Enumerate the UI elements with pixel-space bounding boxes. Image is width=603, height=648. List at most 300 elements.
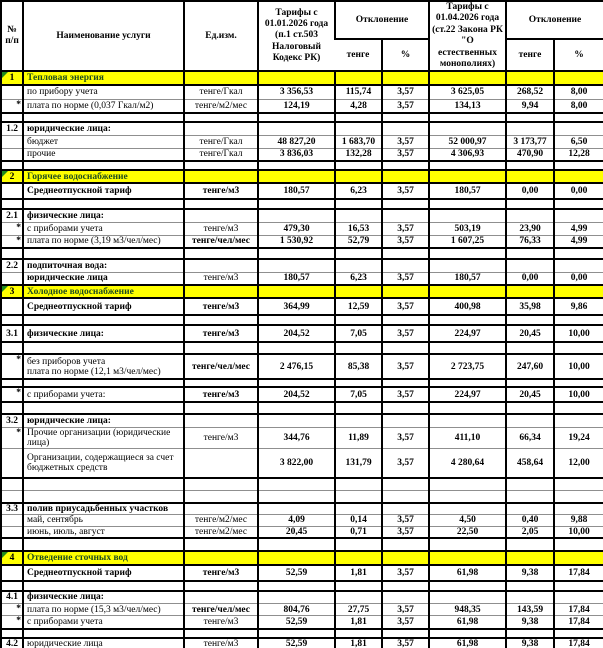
deviation1-pct <box>382 199 429 209</box>
header-service-name: Наименование услуги <box>23 1 184 71</box>
deviation1-tenge <box>335 315 382 325</box>
deviation2-pct <box>554 285 603 298</box>
service-name-cell <box>23 248 184 259</box>
deviation2-tenge <box>506 629 554 638</box>
deviation2-tenge: 9,38 <box>506 565 554 581</box>
deviation1-pct: 3,57 <box>382 387 429 402</box>
tariff2-value: 4,50 <box>429 515 506 526</box>
table-header <box>1 1 603 71</box>
deviation1-tenge <box>335 248 382 259</box>
section-row <box>1 551 603 565</box>
tariff2-value: 61,98 <box>429 616 506 629</box>
deviation1-pct: 3,57 <box>382 354 429 379</box>
tariff2-value: 180,57 <box>429 272 506 285</box>
service-name-cell: плата по норме (3,19 м3/чел/мес) <box>23 235 184 248</box>
unit-cell <box>184 259 258 272</box>
tariff1-value <box>258 285 335 298</box>
tariff2-value: 400,98 <box>429 298 506 315</box>
data-row <box>1 354 603 379</box>
deviation1-pct <box>382 503 429 515</box>
unit-cell: тенге/Гкал <box>184 135 258 148</box>
tariff2-value <box>429 503 506 515</box>
unit-cell <box>184 449 258 478</box>
deviation1-tenge: 6,23 <box>335 183 382 199</box>
deviation2-tenge: 9,38 <box>506 638 554 648</box>
header-unit: Ед.изм. <box>184 1 258 71</box>
deviation2-tenge: 268,52 <box>506 85 554 99</box>
row-number-cell <box>1 298 23 315</box>
deviation2-tenge: 0,00 <box>506 272 554 285</box>
header-num: № п/п <box>5 25 19 47</box>
deviation1-tenge: 1,81 <box>335 638 382 648</box>
deviation1-tenge <box>335 551 382 565</box>
unit-cell: тенге/м3 <box>184 222 258 235</box>
deviation2-tenge: 20,45 <box>506 387 554 402</box>
deviation1-pct <box>382 414 429 427</box>
tariff2-value: 180,57 <box>429 183 506 199</box>
tariff1-value: 52,59 <box>258 638 335 648</box>
deviation2-tenge <box>506 209 554 222</box>
deviation2-pct <box>554 379 603 387</box>
deviation2-pct: 10,00 <box>554 526 603 538</box>
deviation1-pct: 3,57 <box>382 526 429 538</box>
deviation2-tenge: 9,94 <box>506 99 554 113</box>
deviation1-tenge: 11,89 <box>335 427 382 449</box>
section-title: Тепловая энергия <box>23 71 184 85</box>
unit-cell <box>184 538 258 551</box>
deviation2-pct <box>554 170 603 183</box>
unit-cell: тенге/чел/мес <box>184 235 258 248</box>
tariff2-value: 2 723,75 <box>429 354 506 379</box>
deviation1-pct: 3,57 <box>382 135 429 148</box>
tariff1-value: 344,76 <box>258 427 335 449</box>
deviation1-pct <box>382 259 429 272</box>
data-row <box>1 526 603 538</box>
tariff1-value: 48 827,20 <box>258 135 335 148</box>
row-number-cell <box>1 581 23 591</box>
data-row <box>1 85 603 99</box>
deviation1-tenge <box>335 342 382 354</box>
tariff2-value: 22,50 <box>429 526 506 538</box>
deviation1-tenge <box>335 503 382 515</box>
service-name-cell: Прочие организации (юридические лица) <box>23 427 184 449</box>
data-row <box>1 591 603 604</box>
deviation1-tenge <box>335 414 382 427</box>
deviation1-tenge: 1 683,70 <box>335 135 382 148</box>
deviation2-pct: 17,84 <box>554 604 603 616</box>
deviation1-tenge: 7,05 <box>335 387 382 402</box>
deviation2-pct: 17,84 <box>554 638 603 648</box>
tariff2-value: 52 000,97 <box>429 135 506 148</box>
deviation1-pct: 3,57 <box>382 148 429 161</box>
row-number-cell: 3.2 <box>1 414 23 427</box>
deviation1-pct <box>382 591 429 604</box>
table-body <box>1 71 603 648</box>
row-number-cell <box>1 113 23 122</box>
unit-cell <box>184 199 258 209</box>
deviation1-pct <box>382 285 429 298</box>
header-deviation-2: Отклонение <box>506 1 603 39</box>
deviation2-pct: 8,00 <box>554 99 603 113</box>
service-name-cell: юридические лица <box>23 272 184 285</box>
deviation2-tenge <box>506 161 554 170</box>
tariff2-value <box>429 342 506 354</box>
deviation1-tenge: 132,28 <box>335 148 382 161</box>
deviation1-tenge <box>335 591 382 604</box>
deviation2-pct <box>554 478 603 491</box>
tariff2-value <box>429 170 506 183</box>
tariff2-value: 3 625,05 <box>429 85 506 99</box>
tariff1-value: 1 530,92 <box>258 235 335 248</box>
empty-row <box>1 629 603 638</box>
deviation1-tenge <box>335 379 382 387</box>
deviation2-pct: 0,00 <box>554 272 603 285</box>
deviation1-pct <box>382 113 429 122</box>
tariff1-value <box>258 581 335 591</box>
row-number-cell: 3.3 <box>1 503 23 515</box>
tariff2-value <box>429 551 506 565</box>
tariff2-value <box>429 199 506 209</box>
service-name-cell: Среднеотпускной тариф <box>23 565 184 581</box>
unit-cell: тенге/м2/мес <box>184 515 258 526</box>
deviation2-pct: 4,99 <box>554 222 603 235</box>
data-row <box>1 235 603 248</box>
deviation1-pct: 3,57 <box>382 515 429 526</box>
data-row <box>1 298 603 315</box>
section-row <box>1 170 603 183</box>
deviation2-pct <box>554 71 603 85</box>
unit-cell: тенге/чел/мес <box>184 604 258 616</box>
tariff2-value <box>429 113 506 122</box>
deviation1-pct: 3,57 <box>382 272 429 285</box>
deviation1-pct: 3,57 <box>382 604 429 616</box>
deviation2-tenge: 76,33 <box>506 235 554 248</box>
row-number-cell: 4 <box>1 551 23 565</box>
data-row <box>1 183 603 199</box>
unit-cell <box>184 591 258 604</box>
tariff2-value: 61,98 <box>429 638 506 648</box>
deviation2-pct: 9,86 <box>554 298 603 315</box>
deviation2-pct: 9,88 <box>554 515 603 526</box>
unit-cell <box>184 122 258 135</box>
service-name-cell <box>23 315 184 325</box>
tariff1-value: 124,19 <box>258 99 335 113</box>
deviation1-pct: 3,57 <box>382 235 429 248</box>
deviation2-tenge <box>506 248 554 259</box>
service-name-cell: с приборами учета <box>23 222 184 235</box>
service-name-cell <box>23 402 184 414</box>
deviation1-tenge: 0,14 <box>335 515 382 526</box>
data-row <box>1 148 603 161</box>
service-name-cell: с приборами учета <box>23 616 184 629</box>
unit-cell: тенге/м3 <box>184 272 258 285</box>
tariff1-value: 479,30 <box>258 222 335 235</box>
deviation2-pct: 19,24 <box>554 427 603 449</box>
deviation2-tenge <box>506 259 554 272</box>
deviation2-pct <box>554 209 603 222</box>
row-number-cell: 3.1 <box>1 325 23 342</box>
row-number-cell: 2.2 <box>1 259 23 272</box>
deviation2-tenge: 0,40 <box>506 515 554 526</box>
tariff2-value <box>429 285 506 298</box>
deviation2-tenge <box>506 285 554 298</box>
unit-cell: тенге/м2/мес <box>184 526 258 538</box>
asterisk-marker: * <box>1 354 23 379</box>
deviation2-pct: 6,50 <box>554 135 603 148</box>
deviation1-pct <box>382 478 429 491</box>
deviation2-tenge: 23,90 <box>506 222 554 235</box>
deviation1-pct <box>382 315 429 325</box>
tariff1-value <box>258 342 335 354</box>
unit-cell: тенге/Гкал <box>184 85 258 99</box>
row-number-cell <box>1 135 23 148</box>
asterisk-marker: * <box>1 99 23 113</box>
deviation1-pct <box>382 122 429 135</box>
service-name-cell <box>23 379 184 387</box>
deviation2-tenge: 2,05 <box>506 526 554 538</box>
row-number-cell <box>1 342 23 354</box>
deviation1-tenge <box>335 199 382 209</box>
data-row <box>1 503 603 515</box>
data-row <box>1 209 603 222</box>
row-number-cell <box>1 402 23 414</box>
deviation1-tenge <box>335 538 382 551</box>
deviation2-pct <box>554 113 603 122</box>
unit-cell <box>184 414 258 427</box>
tariff2-value <box>429 414 506 427</box>
tariff2-value: 61,98 <box>429 565 506 581</box>
deviation2-tenge <box>506 551 554 565</box>
deviation1-tenge <box>335 285 382 298</box>
tariff1-value <box>258 478 335 491</box>
deviation2-pct <box>554 248 603 259</box>
empty-row <box>1 581 603 591</box>
tariff2-value <box>429 591 506 604</box>
deviation2-tenge <box>506 402 554 414</box>
deviation2-pct <box>554 161 603 170</box>
empty-row <box>1 379 603 387</box>
deviation2-pct <box>554 503 603 515</box>
service-name-cell: с приборами учета: <box>23 387 184 402</box>
deviation1-pct: 3,57 <box>382 183 429 199</box>
deviation1-tenge <box>335 170 382 183</box>
tariff2-value <box>429 581 506 591</box>
deviation2-tenge <box>506 478 554 491</box>
deviation2-pct: 12,00 <box>554 449 603 478</box>
deviation2-tenge <box>506 414 554 427</box>
service-name-cell <box>23 113 184 122</box>
deviation1-pct: 3,57 <box>382 222 429 235</box>
service-name-cell <box>23 199 184 209</box>
deviation2-pct: 17,84 <box>554 616 603 629</box>
row-number-cell: 4.2 <box>1 638 23 648</box>
section-title: Отведение сточных вод <box>23 551 184 565</box>
service-name-cell: физические лица: <box>23 325 184 342</box>
tariff1-value <box>258 414 335 427</box>
empty-row <box>1 538 603 551</box>
asterisk-marker: * <box>1 604 23 616</box>
asterisk-marker: * <box>1 235 23 248</box>
unit-cell <box>184 285 258 298</box>
tariff1-value: 364,99 <box>258 298 335 315</box>
empty-row <box>1 161 603 170</box>
unit-cell <box>184 71 258 85</box>
tariff2-value <box>429 629 506 638</box>
service-name-cell: юридические лица <box>23 638 184 648</box>
data-row <box>1 638 603 648</box>
tariff2-value <box>429 71 506 85</box>
unit-cell <box>184 315 258 325</box>
unit-cell <box>184 503 258 515</box>
tariff2-value <box>429 402 506 414</box>
service-name-cell: плата по норме (15,3 м3/чел/мес) <box>23 604 184 616</box>
row-number-cell <box>1 565 23 581</box>
deviation1-pct <box>382 71 429 85</box>
tariff2-value: 224,97 <box>429 387 506 402</box>
deviation1-pct <box>382 629 429 638</box>
service-name-cell <box>23 161 184 170</box>
section-row <box>1 71 603 85</box>
deviation1-tenge: 1,81 <box>335 616 382 629</box>
unit-cell: тенге/м3 <box>184 565 258 581</box>
tariff1-value <box>258 551 335 565</box>
deviation1-pct <box>382 170 429 183</box>
unit-cell: тенге/м3 <box>184 325 258 342</box>
unit-cell: тенге/м3 <box>184 427 258 449</box>
row-number-cell <box>1 515 23 526</box>
deviation2-pct <box>554 122 603 135</box>
deviation2-pct <box>554 259 603 272</box>
deviation1-tenge <box>335 629 382 638</box>
deviation1-tenge: 27,75 <box>335 604 382 616</box>
service-name-cell: по прибору учета <box>23 85 184 99</box>
deviation1-pct <box>382 581 429 591</box>
deviation2-pct: 10,00 <box>554 325 603 342</box>
deviation1-pct: 3,57 <box>382 449 429 478</box>
service-name-cell: май, сентябрь <box>23 515 184 526</box>
deviation1-pct: 3,57 <box>382 638 429 648</box>
tariff2-value: 4 306,93 <box>429 148 506 161</box>
row-number-cell: 2 <box>1 170 23 183</box>
tariff1-value <box>258 170 335 183</box>
asterisk-marker: * <box>1 387 23 402</box>
deviation2-pct: 12,28 <box>554 148 603 161</box>
service-name-cell: без приборов учета плата по норме (12,1 м3/чел/мес) <box>23 354 184 379</box>
data-row <box>1 99 603 113</box>
tariff1-value <box>258 71 335 85</box>
row-number-cell <box>1 161 23 170</box>
tariff1-value: 3 356,53 <box>258 85 335 99</box>
service-name-cell: юридические лица: <box>23 414 184 427</box>
data-row <box>1 604 603 616</box>
service-name-cell <box>23 629 184 638</box>
tariff2-value <box>429 538 506 551</box>
deviation1-pct <box>382 161 429 170</box>
section-row <box>1 285 603 298</box>
tariff2-value: 503,19 <box>429 222 506 235</box>
deviation2-pct <box>554 199 603 209</box>
deviation2-pct <box>554 591 603 604</box>
service-name-cell <box>23 581 184 591</box>
asterisk-marker: * <box>1 427 23 449</box>
service-name-cell <box>23 478 184 491</box>
service-name-cell: физические лица: <box>23 591 184 604</box>
unit-cell <box>184 629 258 638</box>
unit-cell: тенге/м3 <box>184 298 258 315</box>
row-number-cell <box>1 85 23 99</box>
service-name-cell: Среднеотпускной тариф <box>23 183 184 199</box>
data-row <box>1 616 603 629</box>
tariff1-value <box>258 113 335 122</box>
row-number-cell: 3 <box>1 285 23 298</box>
row-number-cell <box>1 248 23 259</box>
deviation2-pct: 0,00 <box>554 183 603 199</box>
deviation2-pct <box>554 581 603 591</box>
service-name-cell: подпиточная вода: <box>23 259 184 272</box>
tariff2-value <box>429 161 506 170</box>
header-tariff-jan: Тарифы с 01.01.2026 года (п.1 ст.503 Налоговый Кодекс РК) <box>258 1 335 71</box>
empty-row <box>1 315 603 325</box>
tariff2-value <box>429 315 506 325</box>
data-row <box>1 387 603 402</box>
tariff1-value: 3 822,00 <box>258 449 335 478</box>
tariff2-value <box>429 209 506 222</box>
deviation2-tenge <box>506 379 554 387</box>
data-row <box>1 122 603 135</box>
row-number-cell <box>1 272 23 285</box>
unit-cell: тенге/чел/мес <box>184 354 258 379</box>
asterisk-marker: * <box>1 616 23 629</box>
tariff2-value <box>429 248 506 259</box>
deviation1-tenge <box>335 161 382 170</box>
deviation1-tenge <box>335 71 382 85</box>
data-row <box>1 414 603 427</box>
data-row <box>1 222 603 235</box>
data-row <box>1 259 603 272</box>
unit-cell <box>184 581 258 591</box>
deviation2-pct <box>554 551 603 565</box>
deviation1-tenge: 7,05 <box>335 325 382 342</box>
empty-row <box>1 199 603 209</box>
deviation1-tenge <box>335 478 382 491</box>
unit-cell <box>184 161 258 170</box>
deviation2-tenge <box>506 122 554 135</box>
tariff2-value: 4 280,64 <box>429 449 506 478</box>
deviation2-tenge: 9,38 <box>506 616 554 629</box>
unit-cell <box>184 248 258 259</box>
data-row <box>1 325 603 342</box>
deviation1-tenge: 4,28 <box>335 99 382 113</box>
deviation2-tenge: 35,98 <box>506 298 554 315</box>
unit-cell <box>184 491 258 503</box>
unit-cell <box>184 113 258 122</box>
unit-cell <box>184 402 258 414</box>
unit-cell: тенге/м3 <box>184 387 258 402</box>
deviation1-tenge: 85,38 <box>335 354 382 379</box>
header-tenge-1: тенге <box>335 39 382 71</box>
deviation2-pct <box>554 538 603 551</box>
tariff1-value: 180,57 <box>258 183 335 199</box>
unit-cell: тенге/м3 <box>184 616 258 629</box>
tariff1-value <box>258 248 335 259</box>
deviation1-pct: 3,57 <box>382 325 429 342</box>
tariff1-value <box>258 402 335 414</box>
tariff1-value <box>258 209 335 222</box>
deviation1-tenge <box>335 491 382 503</box>
tariff1-value: 4,09 <box>258 515 335 526</box>
deviation1-pct <box>382 342 429 354</box>
data-row <box>1 515 603 526</box>
